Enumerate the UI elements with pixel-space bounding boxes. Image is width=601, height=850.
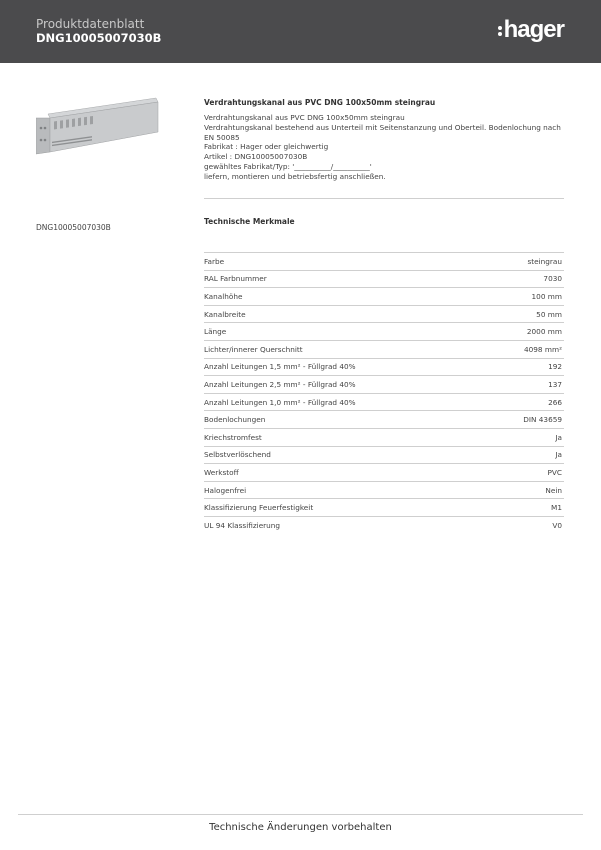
table-row — [204, 341, 564, 359]
spec-value: 266 — [548, 397, 562, 407]
spec-label: Bodenlochungen — [204, 415, 266, 425]
table-row — [204, 306, 564, 324]
spec-label: Lichter/innerer Querschnitt — [204, 344, 303, 354]
table-row — [204, 271, 564, 289]
document-type: Produktdatenblatt — [36, 17, 145, 31]
spec-value: Ja — [555, 450, 562, 460]
hager-logo — [498, 17, 564, 43]
table-row — [204, 429, 564, 447]
table-row — [204, 323, 564, 341]
spec-label: Anzahl Leitungen 1,0 mm² - Füllgrad 40% — [204, 397, 356, 407]
description-line: Verdrahtungskanal bestehend aus Unterteil mit Seitenstanzung und Oberteil. Bodenlochung nach — [204, 122, 561, 132]
spec-label: RAL Farbnummer — [204, 274, 267, 284]
spec-table — [204, 252, 564, 534]
spec-label: Kanalhöhe — [204, 291, 243, 301]
table-row — [204, 464, 564, 482]
spec-label: Klassifizierung Feuerfestigkeit — [204, 503, 314, 513]
spec-label: Halogenfrei — [204, 485, 247, 495]
spec-value: V0 — [552, 520, 562, 530]
logo-text: hager — [503, 16, 564, 43]
description-line: liefern, montieren und betriebsfertig anschließen. — [204, 171, 386, 181]
spec-value: M1 — [551, 503, 562, 513]
spec-value: 100 mm — [531, 291, 562, 301]
description-line: EN 50085 — [204, 132, 240, 142]
table-row — [204, 376, 564, 394]
article-code: DNG10005007030B — [36, 223, 111, 232]
table-row — [204, 253, 564, 271]
spec-label: Anzahl Leitungen 1,5 mm² - Füllgrad 40% — [204, 362, 356, 372]
description-line: gewähltes Fabrikat/Typ: '__________/__________' — [204, 161, 372, 171]
spec-value: 137 — [548, 379, 562, 389]
logo-dots-icon — [498, 26, 502, 36]
table-row — [204, 359, 564, 377]
spec-label: Anzahl Leitungen 2,5 mm² - Füllgrad 40% — [204, 379, 356, 389]
spec-value: 7030 — [543, 274, 562, 284]
description-line: Fabrikat : Hager oder gleichwertig — [204, 142, 329, 152]
section-title: Technische Merkmale — [204, 217, 295, 226]
spec-label: Selbstverlöschend — [204, 450, 271, 460]
spec-label: Werkstoff — [204, 467, 239, 477]
spec-label: Länge — [204, 327, 227, 337]
spec-value: PVC — [547, 467, 562, 477]
spec-label: UL 94 Klassifizierung — [204, 520, 281, 530]
spec-value: Nein — [545, 485, 562, 495]
product-info — [204, 98, 564, 182]
table-row — [204, 394, 564, 412]
footer-divider — [18, 814, 583, 815]
spec-value: 192 — [548, 362, 562, 372]
table-row — [204, 499, 564, 517]
table-row — [204, 288, 564, 306]
product-title: Verdrahtungskanal aus PVC DNG 100x50mm steingrau — [204, 98, 436, 107]
spec-value: 50 mm — [536, 309, 562, 319]
table-row — [204, 482, 564, 500]
spec-value: Ja — [555, 432, 562, 442]
spec-label: Farbe — [204, 256, 225, 266]
spec-label: Kanalbreite — [204, 309, 246, 319]
footer-note: Technische Änderungen vorbehalten — [209, 822, 392, 833]
table-row — [204, 447, 564, 465]
spec-value: DIN 43659 — [523, 415, 562, 425]
description-line: Verdrahtungskanal aus PVC DNG 100x50mm steingrau — [204, 113, 405, 122]
description-line: Artikel : DNG10005007030B — [204, 152, 308, 162]
spec-label: Kriechstromfest — [204, 432, 262, 442]
product-description — [204, 113, 564, 182]
document-number: DNG10005007030B — [36, 31, 162, 45]
spec-value: steingrau — [527, 256, 562, 266]
spec-value: 2000 mm — [526, 327, 562, 337]
spec-value: 4098 mm² — [523, 344, 562, 354]
table-row — [204, 411, 564, 429]
product-image — [36, 96, 160, 160]
table-row — [204, 517, 564, 534]
header-bar — [0, 0, 601, 63]
divider — [204, 198, 564, 199]
